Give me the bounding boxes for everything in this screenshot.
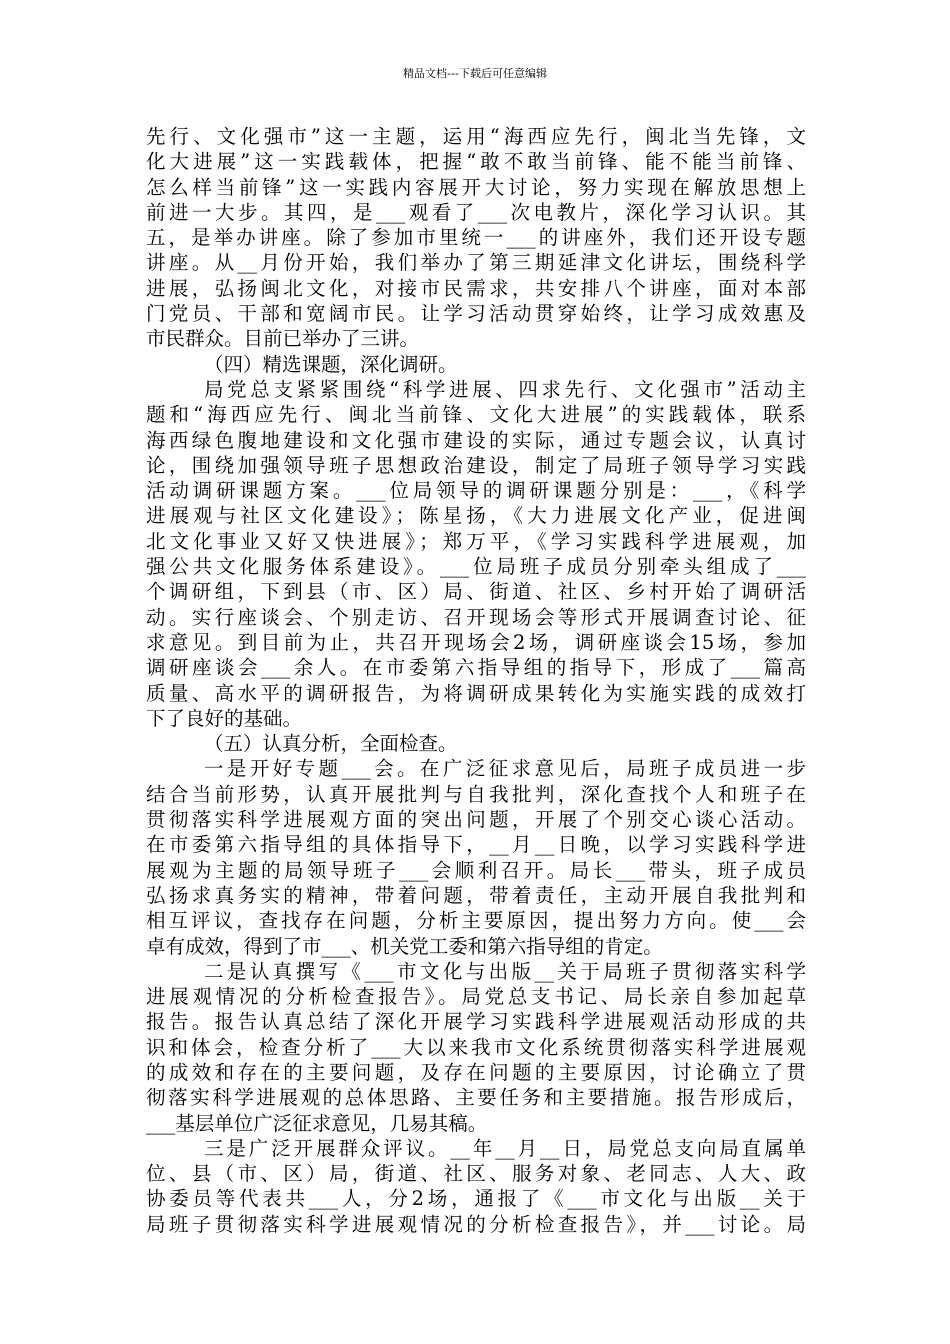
text-line: 求意见。到目前为止，共召开现场会2场，调研座谈会15场，参加 (146, 630, 806, 654)
text-line: 彻落实科学进展观的总体思路、主要任务和主要措施。报告形成后， (146, 1086, 806, 1110)
text-line: 局班子贯彻落实科学进展观情况的分析检查报告》，并___讨论。局 (146, 1212, 806, 1236)
text-line: 下了良好的基础。 (146, 706, 303, 730)
text-line: 卓有成效，得到了市___、机关党工委和第六指导组的肯定。 (146, 934, 663, 958)
text-line: 三是广泛开展群众评议。__年__月__日，局党总支向局直属单 (204, 1136, 806, 1160)
text-line: 活动调研课题方案。___位局领导的调研课题分别是：___，《科学 (146, 479, 806, 503)
text-line: 个调研组，下到县（市、区）局、街道、社区、乡村开始了调研活 (146, 580, 806, 604)
text-line: 五，是举办讲座。除了参加市里统一___的讲座外，我们还开设专题 (146, 226, 806, 250)
text-line: 调研座谈会___余人。在市委第六指导组的指导下，形成了___篇高 (146, 656, 806, 680)
document-body (146, 124, 806, 1237)
text-line: 展观为主题的局领导班子___会顺利召开。局长___带头，班子成员 (146, 858, 806, 882)
text-line: 前进一大步。其四，是___观看了___次电教片，深化学习认识。其 (146, 200, 806, 224)
text-line: 怎么样当前锋”这一实践内容展开大讨论，努力实现在解放思想上 (146, 175, 806, 199)
text-line: 北文化事业又好又快进展》；郑万平，《学习实践科学进展观，加 (146, 529, 806, 553)
text-line: 强公共文化服务体系建设》。___位局班子成员分别牵头组成了___ (146, 555, 806, 579)
text-line: 化大进展”这一实践载体，把握“敢不敢当前锋、能不能当前锋、 (146, 150, 806, 174)
text-line: 二是认真撰写《___市文化与出版__关于局班子贯彻落实科学 (204, 959, 806, 983)
text-line: （四）精选课题，深化调研。 (204, 352, 458, 376)
text-line: 贯彻落实科学进展观方面的突出问题，开展了个别交心谈心活动。 (146, 808, 806, 832)
text-line: 在市委第六指导组的具体指导下，__月__日晚，以学习实践科学进 (146, 833, 806, 857)
text-line: 识和体会，检查分析了___大以来我市文化系统贯彻落实科学进展观 (146, 1035, 806, 1059)
text-line: 先行、文化强市”这一主题，运用“海西应先行，闽北当先锋，文 (146, 125, 806, 148)
text-line: （五）认真分析，全面检查。 (204, 732, 458, 756)
text-line: 报告。报告认真总结了深化开展学习实践科学进展观活动形成的共 (146, 1010, 806, 1034)
text-line: 的成效和存在的主要问题，及存在问题的主要原因，讨论确立了贯 (146, 1060, 806, 1084)
text-line: 讲座。从__月份开始，我们举办了第三期延津文化讲坛，围绕科学 (146, 251, 806, 275)
text-line: 局党总支紧紧围绕“科学进展、四求先行、文化强市”活动主 (204, 377, 806, 401)
text-line: 动。实行座谈会、个别走访、召开现场会等形式开展调查讨论、征 (146, 605, 806, 629)
text-line: 结合当前形势，认真开展批判与自我批判，深化查找个人和班子在 (146, 782, 806, 806)
text-line: 相互评议，查找存在问题，分析主要原因，提出努力方向。使___会 (146, 909, 806, 933)
text-line: 海西绿色腹地建设和文化强市建设的实际，通过专题会议，认真讨 (146, 428, 806, 452)
text-line: 一是开好专题___会。在广泛征求意见后，局班子成员进一步 (204, 757, 806, 781)
text-line: 进展，弘扬闽北文化，对接市民需求，共安排八个讲座，面对本部 (146, 276, 806, 300)
text-line: 位、县（市、区）局，街道、社区、服务对象、老同志、人大、政 (146, 1162, 806, 1186)
text-line: 弘扬求真务实的精神，带着问题，带着责任，主动开展自我批判和 (146, 883, 806, 907)
page-header: 精品文档---下载后可任意编辑 (403, 67, 547, 80)
text-line: 进展观与社区文化建设》；陈星扬，《大力进展文化产业，促进闽 (146, 504, 806, 528)
text-line: 门党员、干部和宽阔市民。让学习活动贯穿始终，让学习成效惠及 (146, 302, 806, 326)
text-line: 进展观情况的分析检查报告》。局党总支书记、局长亲自参加起草 (146, 985, 806, 1009)
text-line: 题和“海西应先行、闽北当前锋、文化大进展”的实践载体，联系 (146, 403, 806, 427)
text-line: ___基层单位广泛征求意见，几易其稿。 (146, 1111, 488, 1135)
text-line: 市民群众。目前已举办了三讲。 (146, 327, 420, 351)
text-line: 协委员等代表共___人，分2场，通报了《___市文化与出版__关于 (146, 1187, 806, 1211)
text-line: 论，围绕加强领导班子思想政治建设，制定了局班子领导学习实践 (146, 453, 806, 477)
text-line: 质量、高水平的调研报告，为将调研成果转化为实施实践的成效打 (146, 681, 806, 705)
